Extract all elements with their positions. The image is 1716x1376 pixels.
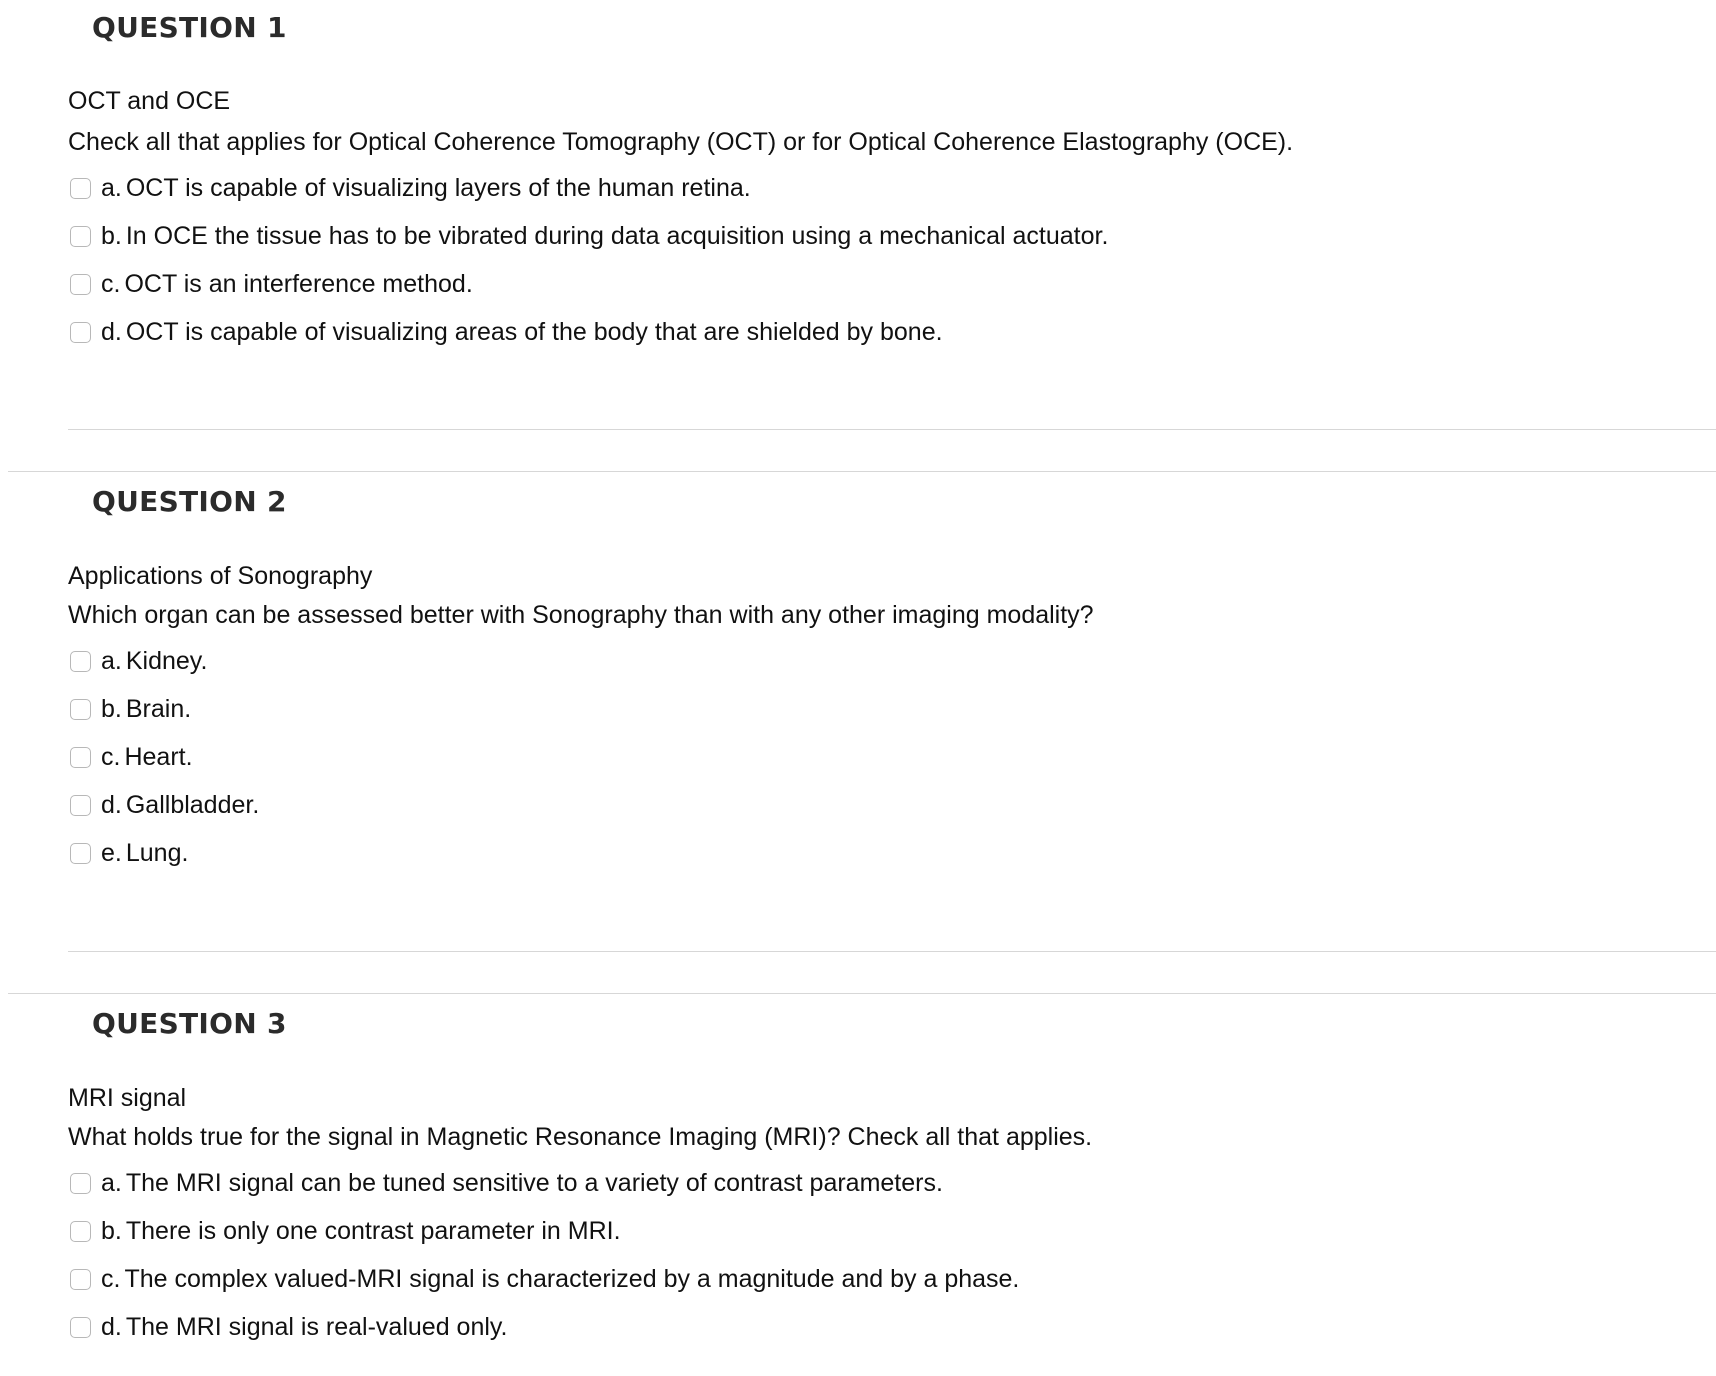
question-prompt: Which organ can be assessed better with Sonography than with any other imaging modality? [68, 601, 1094, 629]
question-divider [68, 951, 1716, 952]
question-divider [68, 429, 1716, 430]
answer-checkbox[interactable] [70, 322, 91, 343]
answer-option-b[interactable] [70, 1207, 1019, 1255]
answer-option-a[interactable] [70, 637, 259, 685]
answer-text: Heart. [124, 742, 193, 771]
answer-option-e[interactable] [70, 829, 259, 877]
question-heading: QUESTION 3 [92, 1007, 287, 1040]
answer-checkbox[interactable] [70, 1173, 91, 1194]
question-heading: QUESTION 1 [92, 11, 287, 44]
answer-letter: b. [101, 221, 122, 250]
answer-option-b[interactable] [70, 685, 259, 733]
answer-letter: c. [101, 1264, 121, 1293]
answer-text: OCT is capable of visualizing areas of the body that are shielded by bone. [125, 317, 943, 346]
question-prompt: What holds true for the signal in Magnetic Resonance Imaging (MRI)? Check all that applies. [68, 1123, 1093, 1151]
answer-letter: d. [101, 317, 122, 346]
answer-text: Brain. [125, 694, 192, 723]
answer-option-d[interactable] [70, 781, 259, 829]
answer-checkbox[interactable] [70, 178, 91, 199]
answer-text: The complex valued-MRI signal is characterized by a magnitude and by a phase. [124, 1264, 1020, 1293]
answer-option-d[interactable] [70, 308, 1108, 356]
answer-letter: a. [101, 1168, 122, 1197]
answer-checkbox[interactable] [70, 795, 91, 816]
answer-letter: c. [101, 742, 121, 771]
answer-text: In OCE the tissue has to be vibrated during data acquisition using a mechanical actuator. [125, 221, 1109, 250]
answer-list [70, 164, 1108, 356]
answer-letter: b. [101, 694, 122, 723]
answer-list [70, 1159, 1019, 1351]
answer-checkbox[interactable] [70, 651, 91, 672]
question-title: OCT and OCE [68, 87, 231, 115]
answer-checkbox[interactable] [70, 699, 91, 720]
answer-option-c[interactable] [70, 260, 1108, 308]
section-divider [8, 471, 1716, 472]
answer-option-a[interactable] [70, 1159, 1019, 1207]
answer-text: Gallbladder. [125, 790, 260, 819]
question-title: MRI signal [68, 1084, 187, 1112]
answer-text: OCT is capable of visualizing layers of the human retina. [125, 173, 751, 202]
answer-letter: a. [101, 646, 122, 675]
answer-letter: d. [101, 1312, 122, 1341]
answer-text: There is only one contrast parameter in MRI. [125, 1216, 621, 1245]
answer-checkbox[interactable] [70, 747, 91, 768]
answer-option-d[interactable] [70, 1303, 1019, 1351]
answer-letter: c. [101, 269, 121, 298]
answer-checkbox[interactable] [70, 843, 91, 864]
answer-text: The MRI signal is real-valued only. [125, 1312, 508, 1341]
answer-checkbox[interactable] [70, 274, 91, 295]
answer-option-c[interactable] [70, 1255, 1019, 1303]
answer-text: OCT is an interference method. [124, 269, 473, 298]
answer-checkbox[interactable] [70, 226, 91, 247]
answer-checkbox[interactable] [70, 1317, 91, 1338]
question-prompt: Check all that applies for Optical Coherence Tomography (OCT) or for Optical Coherence Elastography (OCE). [68, 128, 1294, 156]
answer-letter: a. [101, 173, 122, 202]
answer-text: The MRI signal can be tuned sensitive to a variety of contrast parameters. [125, 1168, 943, 1197]
answer-option-b[interactable] [70, 212, 1108, 260]
question-title: Applications of Sonography [68, 562, 373, 590]
answer-checkbox[interactable] [70, 1269, 91, 1290]
answer-text: Lung. [125, 838, 189, 867]
answer-checkbox[interactable] [70, 1221, 91, 1242]
answer-text: Kidney. [125, 646, 208, 675]
answer-letter: d. [101, 790, 122, 819]
question-heading: QUESTION 2 [92, 485, 287, 518]
answer-letter: e. [101, 838, 122, 867]
answer-letter: b. [101, 1216, 122, 1245]
answer-list [70, 637, 259, 877]
answer-option-c[interactable] [70, 733, 259, 781]
section-divider [8, 993, 1716, 994]
answer-option-a[interactable] [70, 164, 1108, 212]
